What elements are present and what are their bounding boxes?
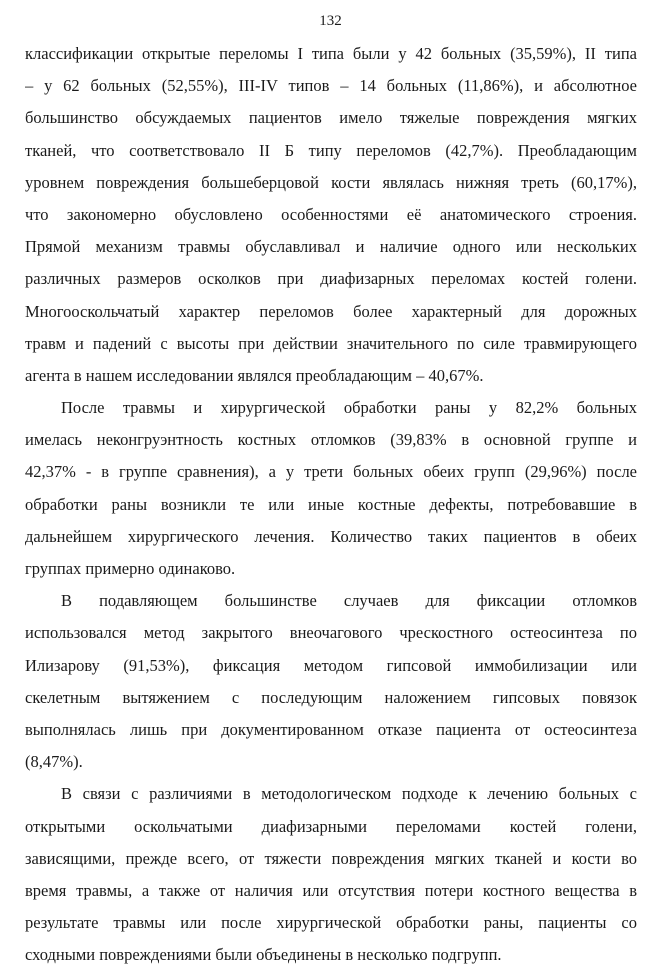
text-line: – у 62 больных (52,55%), III-IV типов – 14 больных (11,86%), и абсолютное <box>25 76 637 96</box>
paragraph-fixation-method <box>25 585 637 778</box>
text-line: 42,37% - в группе сравнения), а у трети больных обеих групп (29,96%) после <box>25 462 637 482</box>
text-line: выполнялась лишь при документированном отказе пациента от остеосинтеза <box>25 719 637 739</box>
text-line: В подавляющем большинстве случаев для фиксации отломков <box>61 591 637 611</box>
text-line: После травмы и хирургической обработки раны у 82,2% больных <box>61 398 637 418</box>
paragraph-post-trauma <box>25 392 637 585</box>
text-line: что закономерно обусловлено особенностями её анатомического строения. <box>25 204 637 224</box>
text-line: тканей, что соответствовало II Б типу переломов (42,7%). Преобладающим <box>25 140 637 160</box>
text-line: В связи с различиями в методологическом подходе к лечению больных с <box>61 784 637 804</box>
page-number: 132 <box>319 13 342 29</box>
text-line: результате травмы или после хирургической обработки раны, пациенты со <box>25 913 637 933</box>
text-line: время травмы, а также от наличия или отсутствия потери костного вещества в <box>25 880 637 900</box>
text-line: большинство обсуждаемых пациентов имело тяжелые повреждения мягких <box>25 108 637 128</box>
text-line: травм и падений с высоты при действии значительного по силе травмирующего <box>25 333 637 353</box>
text-line: зависящими, прежде всего, от тяжести повреждения мягких тканей и кости во <box>25 848 637 868</box>
text-line: обработки раны возникли те или иные костные дефекты, потребовавшие в <box>25 494 637 514</box>
text-line: классификации открытые переломы I типа были у 42 больных (35,59%), II типа <box>25 44 637 63</box>
text-line: Илизарову (91,53%), фиксация методом гипсовой иммобилизации или <box>25 655 637 675</box>
text-line: уровнем повреждения большеберцовой кости являлась нижняя треть (60,17%), <box>25 172 637 192</box>
text-line: использовался метод закрытого внеочагового чрескостного остеосинтеза по <box>25 623 637 643</box>
text-line: (8,47%). <box>25 752 83 772</box>
text-line: группах примерно одинаково. <box>25 559 236 578</box>
text-line: Многооскольчатый характер переломов более характерный для дорожных <box>25 301 637 321</box>
text-line: имелась неконгруэнтность костных отломков (39,83% в основной группе и <box>25 430 637 450</box>
text-line: дальнейшем хирургического лечения. Количество таких пациентов в обеих <box>25 526 637 546</box>
text-line: Прямой механизм травмы обуславливал и наличие одного или нескольких <box>25 237 637 257</box>
paragraph-subgroups <box>25 778 637 971</box>
text-line: различных размеров осколков при диафизарных переломах костей голени. <box>25 269 637 289</box>
text-line: скелетным вытяжением с последующим наложением гипсовых повязок <box>25 687 637 707</box>
text-line: агента в нашем исследовании являлся преобладающим – 40,67%. <box>25 365 484 385</box>
paragraph-fracture-classification <box>25 38 637 392</box>
text-line: открытыми оскольчатыми диафизарными переломами костей голени, <box>25 816 637 836</box>
text-line: сходными повреждениями были объединены в несколько подгрупп. <box>25 945 502 965</box>
document-body <box>25 38 637 971</box>
